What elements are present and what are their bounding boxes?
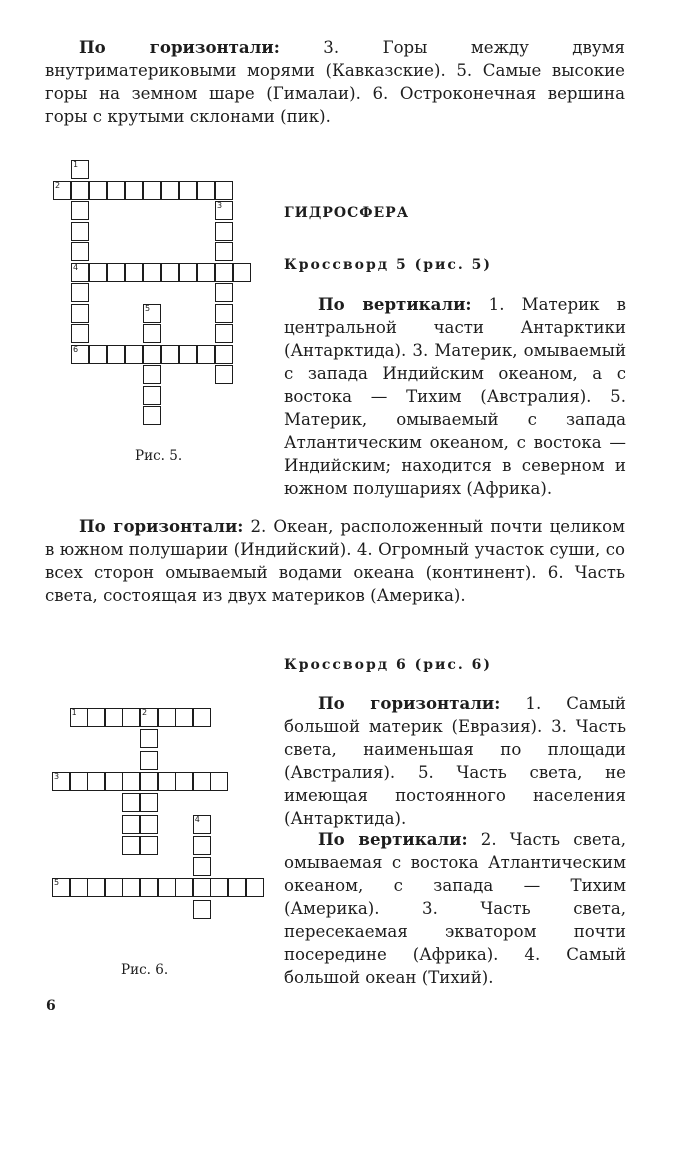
crossword-cell bbox=[175, 878, 193, 897]
crossword-cell bbox=[105, 772, 123, 791]
crossword-cell bbox=[122, 878, 140, 897]
crossword-cell bbox=[197, 345, 215, 364]
crossword-cell bbox=[70, 772, 88, 791]
crossword-clue-number: 6 bbox=[73, 344, 79, 354]
crossword-5-horizontal-text: 2. Океан, расположенный почти целиком в южном полушарии (Индийский). 4. Огромный участок суши, со всех сторон омываемый водами океана (континент). 6. Часть света, состоящая из двух материков (Америка). bbox=[45, 517, 625, 605]
crossword-cell bbox=[122, 836, 140, 855]
crossword-cell bbox=[87, 708, 105, 727]
crossword-cell bbox=[193, 857, 211, 876]
crossword-clue-number: 5 bbox=[54, 878, 60, 888]
crossword-cell bbox=[143, 263, 161, 282]
crossword-clue-number: 3 bbox=[217, 201, 223, 210]
crossword-cell bbox=[71, 201, 89, 220]
crossword-cell bbox=[107, 181, 125, 200]
crossword-cell bbox=[140, 836, 158, 855]
crossword-cell bbox=[158, 708, 176, 727]
crossword-cell bbox=[71, 242, 89, 261]
crossword-clue-number: 1 bbox=[73, 160, 79, 169]
crossword-cell bbox=[87, 878, 105, 897]
crossword-cell bbox=[143, 181, 161, 200]
crossword-cell bbox=[140, 878, 158, 897]
crossword-cell bbox=[89, 181, 107, 200]
crossword-6-horizontal-lead: По горизонтали: bbox=[318, 693, 501, 713]
crossword-cell bbox=[140, 793, 158, 812]
crossword-clue-number: 1 bbox=[71, 708, 77, 717]
page-number: 6 bbox=[46, 998, 56, 1014]
crossword-cell bbox=[125, 263, 143, 282]
crossword-cell bbox=[175, 708, 193, 727]
crossword-cell bbox=[140, 729, 158, 748]
crossword-cell bbox=[197, 263, 215, 282]
crossword-cell bbox=[140, 815, 158, 834]
top-paragraph-lead: По горизонтали: bbox=[79, 37, 280, 57]
crossword-clue-number: 2 bbox=[142, 708, 148, 717]
crossword-cell bbox=[140, 751, 158, 770]
crossword-cell bbox=[143, 386, 161, 405]
crossword-cell bbox=[215, 263, 233, 282]
crossword-5-vertical-lead: По вертикали: bbox=[318, 294, 472, 314]
crossword-cell bbox=[105, 878, 123, 897]
crossword-clue-number: 4 bbox=[73, 262, 79, 272]
crossword-cell bbox=[210, 878, 228, 897]
crossword-6-vertical-lead: По вертикали: bbox=[318, 829, 468, 849]
crossword-cell bbox=[179, 345, 197, 364]
crossword-cell bbox=[70, 878, 88, 897]
crossword-cell bbox=[140, 772, 158, 791]
crossword-cell bbox=[107, 345, 125, 364]
crossword-cell bbox=[71, 181, 89, 200]
crossword-cell bbox=[71, 304, 89, 323]
crossword-cell bbox=[210, 772, 228, 791]
crossword-cell bbox=[215, 283, 233, 302]
crossword-5-title: Кроссворд 5 (рис. 5) bbox=[284, 257, 493, 273]
crossword-clue-number: 4 bbox=[194, 814, 200, 824]
crossword-6-title: Кроссворд 6 (рис. 6) bbox=[284, 657, 493, 673]
crossword-cell bbox=[215, 304, 233, 323]
crossword-cell bbox=[197, 181, 215, 200]
crossword-5-horizontal-clues bbox=[45, 515, 625, 607]
crossword-cell bbox=[122, 772, 140, 791]
crossword-6-vertical-clues bbox=[284, 828, 626, 989]
crossword-cell bbox=[193, 708, 211, 727]
crossword-cell bbox=[122, 815, 140, 834]
crossword-cell bbox=[89, 345, 107, 364]
crossword-cell bbox=[175, 772, 193, 791]
crossword-cell bbox=[89, 263, 107, 282]
crossword-cell bbox=[215, 365, 233, 384]
crossword-cell bbox=[215, 345, 233, 364]
crossword-cell bbox=[193, 836, 211, 855]
crossword-cell bbox=[125, 181, 143, 200]
crossword-cell bbox=[228, 878, 246, 897]
crossword-5-caption: Рис. 5. bbox=[135, 448, 183, 464]
crossword-cell bbox=[215, 222, 233, 241]
crossword-cell bbox=[122, 793, 140, 812]
crossword-cell bbox=[193, 772, 211, 791]
crossword-cell bbox=[143, 365, 161, 384]
crossword-6-horizontal-clues bbox=[284, 692, 626, 830]
crossword-cell bbox=[193, 878, 211, 897]
crossword-cell bbox=[233, 263, 251, 282]
crossword-cell bbox=[161, 181, 179, 200]
crossword-cell bbox=[215, 181, 233, 200]
crossword-cell bbox=[161, 345, 179, 364]
crossword-cell bbox=[105, 708, 123, 727]
crossword-cell bbox=[158, 878, 176, 897]
crossword-cell bbox=[107, 263, 125, 282]
crossword-cell bbox=[143, 345, 161, 364]
crossword-cell bbox=[87, 772, 105, 791]
crossword-cell bbox=[71, 283, 89, 302]
crossword-cell bbox=[161, 263, 179, 282]
crossword-clue-number: 3 bbox=[54, 771, 60, 781]
crossword-cell bbox=[179, 181, 197, 200]
crossword-6-horizontal-text: 1. Самый большой материк (Евразия). 3. Часть света, наименьшая по площади (Австралия). 5. Часть света, не имеющая постоянного населения (Антарктида). bbox=[284, 694, 626, 828]
section-title: ГИДРОСФЕРА bbox=[284, 205, 410, 221]
crossword-cell bbox=[143, 406, 161, 425]
crossword-clue-number: 5 bbox=[145, 303, 151, 313]
top-paragraph bbox=[45, 36, 625, 128]
crossword-5-vertical-clues bbox=[284, 293, 626, 500]
crossword-cell bbox=[215, 242, 233, 261]
crossword-cell bbox=[158, 772, 176, 791]
crossword-cell bbox=[179, 263, 197, 282]
crossword-6-caption: Рис. 6. bbox=[121, 962, 169, 978]
crossword-cell bbox=[215, 324, 233, 343]
crossword-cell bbox=[122, 708, 140, 727]
crossword-cell bbox=[71, 222, 89, 241]
crossword-5-vertical-text: 1. Материк в центральной части Антарктики (Антарктида). 3. Материк, омываемый с запада Индийским океаном, а с востока — Тихим (Австралия). 5. Материк, омываемый с запада Атлантическим океаном, с востока — Индийским; находится в северном и южном полушариях (Африка). bbox=[284, 295, 626, 498]
crossword-5-horizontal-lead: По горизонтали: bbox=[79, 516, 244, 536]
crossword-cell bbox=[193, 900, 211, 919]
crossword-cell bbox=[143, 324, 161, 343]
crossword-cell bbox=[246, 878, 264, 897]
crossword-cell bbox=[71, 324, 89, 343]
crossword-cell bbox=[125, 345, 143, 364]
crossword-6-vertical-text: 2. Часть света, омываемая с востока Атлантическим океаном, с запада — Тихим (Америка). 3. Часть света, пересекаемая экватором почти посередине (Африка). 4. Самый большой океан (Тихий). bbox=[284, 830, 626, 987]
crossword-clue-number: 2 bbox=[55, 180, 61, 190]
top-paragraph-text: 3. Горы между двумя внутриматериковыми морями (Кавказские). 5. Самые высокие горы на земном шаре (Гималаи). 6. Остроконечная вершина горы с крутыми склонами (пик). bbox=[45, 38, 625, 126]
